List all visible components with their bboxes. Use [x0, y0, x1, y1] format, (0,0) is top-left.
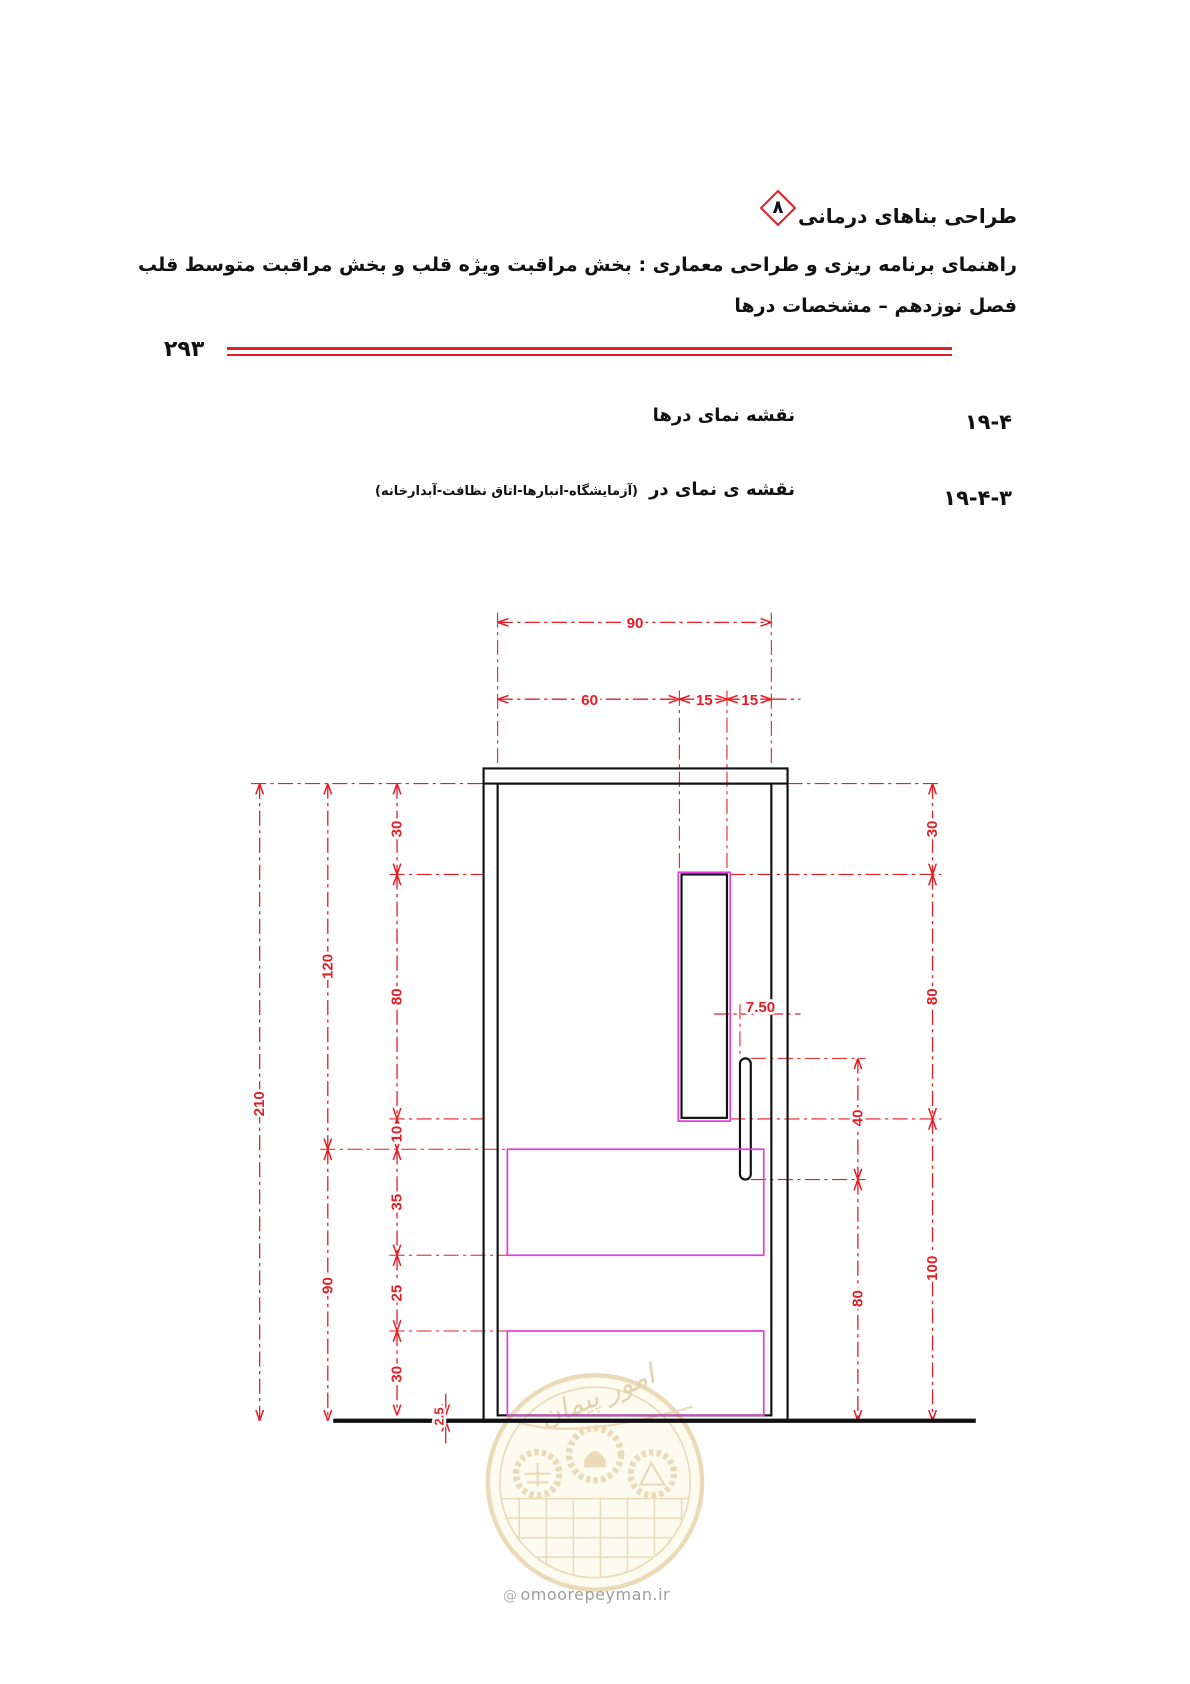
dim-label-right-chain: 80	[924, 988, 942, 1006]
guide-title: راهنمای برنامه ریزی و طراحی معماری : بخش مراقبت ویژه قلب و بخش مراقبت متوسط قلب	[137, 254, 1017, 276]
dim-label-left-chain: 35	[388, 1193, 406, 1211]
header-rule	[227, 354, 952, 356]
section-title: نقشه ی نمای در	[649, 479, 795, 500]
dim-label-left-chain: 10	[388, 1125, 406, 1143]
dim-label-leaf-to-glass: 60	[581, 691, 599, 709]
volume-number: ۸	[772, 197, 784, 218]
dim-label-glass-width: 15	[695, 691, 713, 709]
section-number: ۱۹-۴-۳	[943, 486, 1012, 510]
dim-label-left-chain: 30	[388, 1365, 406, 1383]
at-icon: @	[503, 1588, 518, 1604]
dim-label-left-chain: 80	[388, 988, 406, 1006]
page-number: ۲۹۳	[164, 337, 205, 362]
chapter-title: فصل نوزدهم – مشخصات درها	[734, 295, 1017, 317]
section-title: نقشه نمای درها	[652, 405, 795, 426]
dim-label-floor-gap: 2.5	[431, 1407, 447, 1426]
vision-panel-frame	[678, 872, 730, 1121]
section-subtitle: (آزمایشگاه-انبارها-اتاق نظافت-آبدارخانه)	[375, 484, 638, 499]
logo-lettering: امور پیمان	[534, 1357, 660, 1434]
dim-label-overall-height: 210	[251, 1091, 269, 1117]
door-frame-outer	[484, 768, 788, 1419]
header-rule	[227, 347, 952, 350]
book-title: طراحی بناهای درمانی	[797, 204, 1017, 228]
dim-label-left-chain: 25	[388, 1284, 406, 1302]
kick-panel-upper	[507, 1149, 763, 1255]
dim-label-handle-chain: 80	[849, 1290, 867, 1307]
dim-label-left-chain: 30	[388, 820, 406, 838]
watermark-url	[503, 1585, 670, 1604]
watermark-logo	[487, 1356, 703, 1589]
dim-label-handle-chain: 40	[849, 1109, 867, 1127]
watermark-url-text: omoorepeyman.ir	[520, 1585, 671, 1604]
section-number: ۱۹-۴	[964, 410, 1012, 434]
dim-label-handle-offset: 7.50	[745, 999, 776, 1017]
dim-label-lower-height: 90	[319, 1277, 337, 1294]
vision-panel-glass	[682, 874, 727, 1117]
dim-label-overall-width: 90	[626, 614, 644, 632]
dim-label-upper-height: 120	[319, 953, 337, 980]
dim-label-glass-to-edge: 15	[741, 691, 759, 709]
extension-lines	[251, 613, 941, 1331]
dimension-labels	[251, 615, 941, 1425]
gear-icon	[631, 1452, 674, 1495]
dimension-lines	[260, 622, 933, 1443]
dim-label-right-chain: 100	[924, 1255, 942, 1281]
door	[484, 768, 788, 1419]
dim-label-right-chain: 30	[924, 820, 942, 838]
